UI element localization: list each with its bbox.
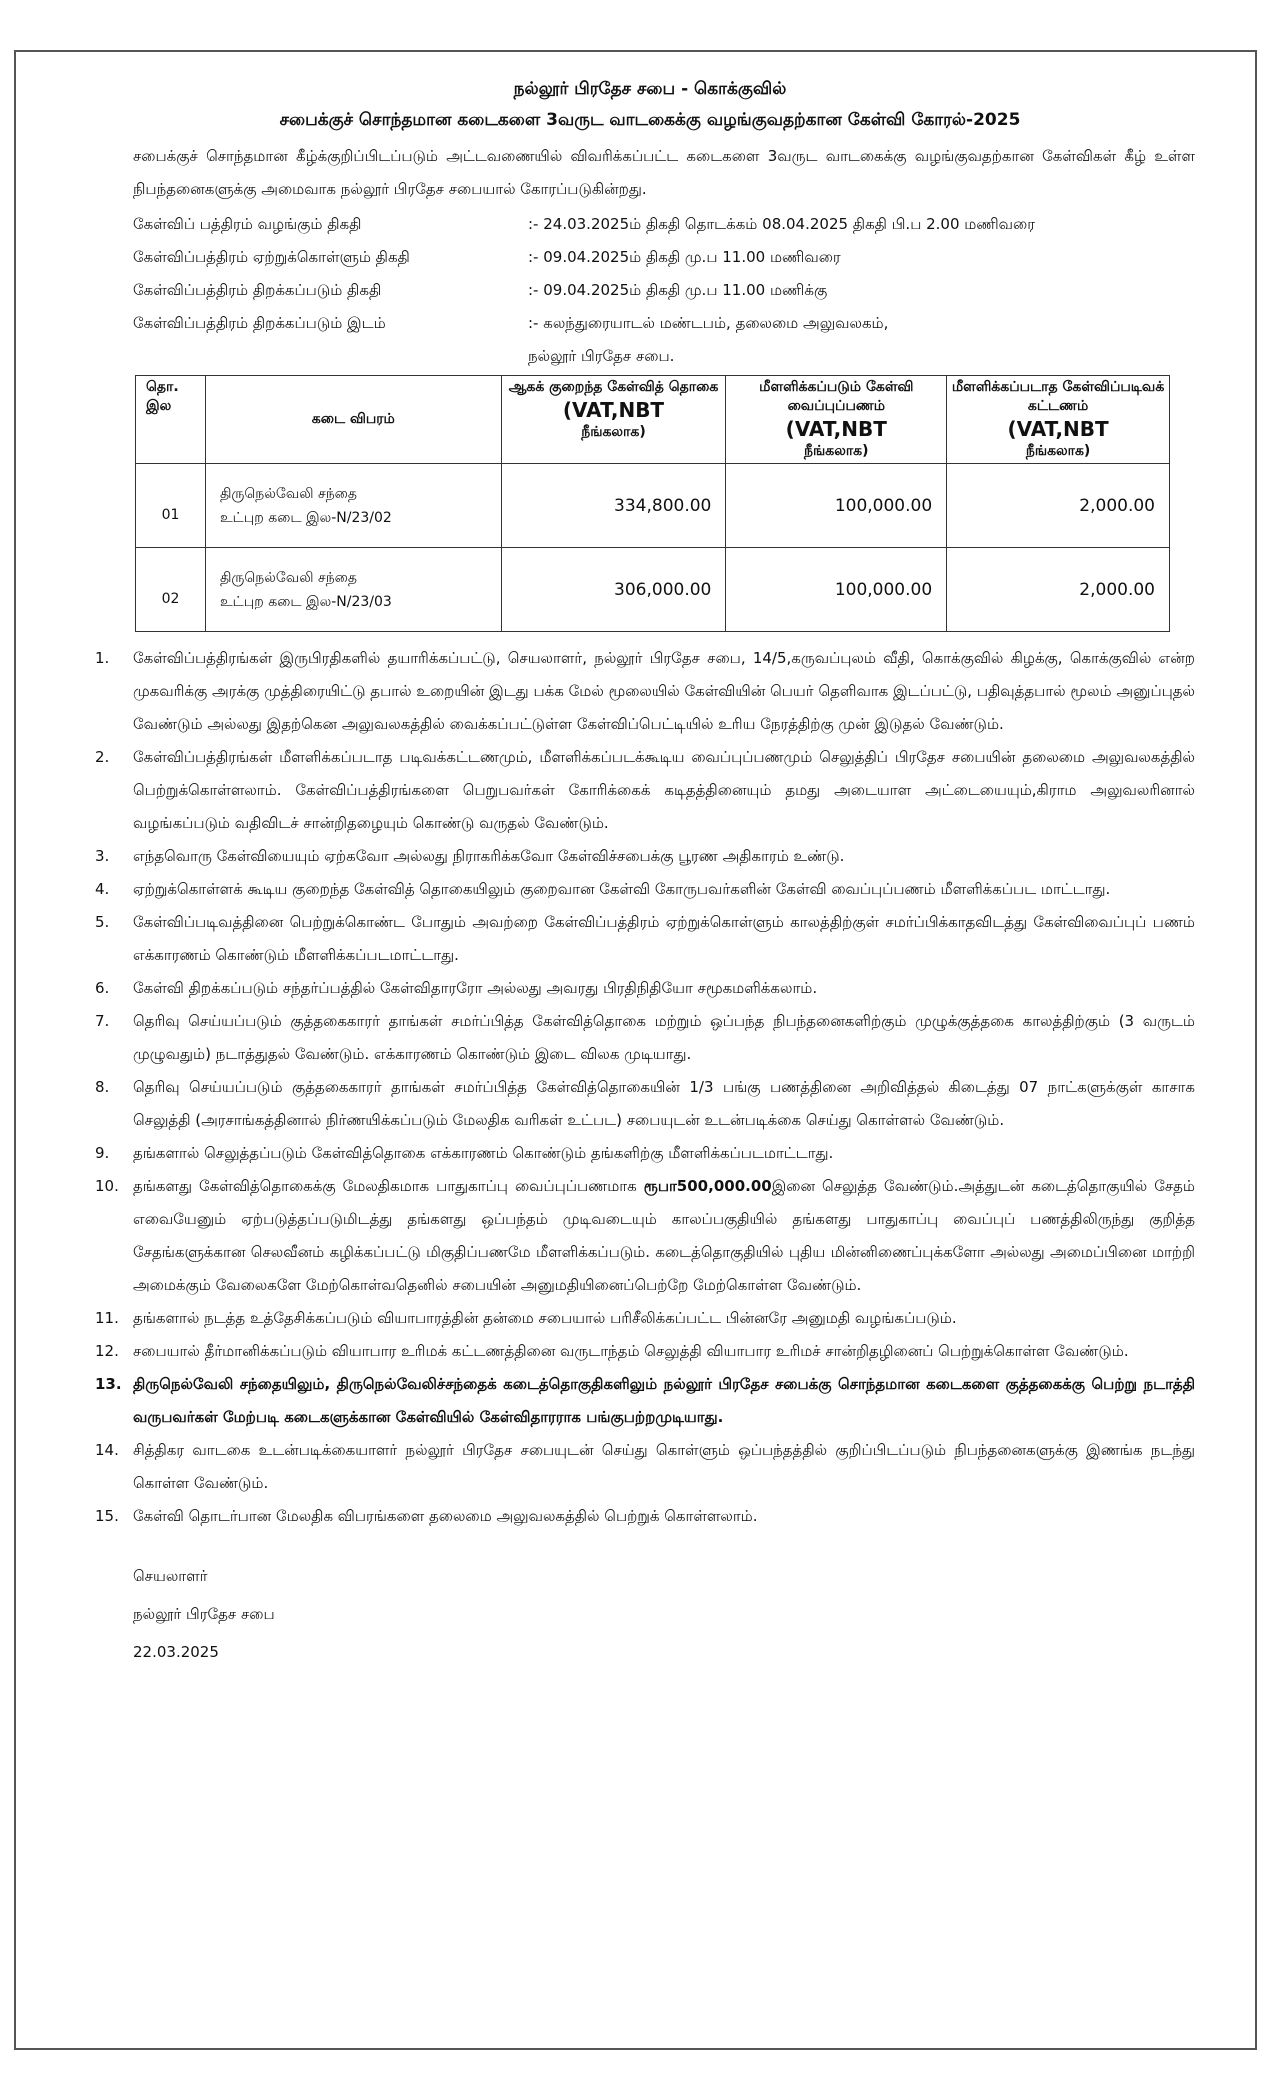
condition-number: 7.	[95, 1012, 110, 1030]
table-header-row	[136, 376, 1170, 464]
signatory-org: நல்லூர் பிரதேச சபை	[133, 1605, 275, 1623]
condition-number: 11.	[95, 1309, 119, 1327]
condition-number: 4.	[95, 880, 110, 898]
deposit-label: மீளளிக்கப்படும் கேள்வி வைப்புப்பணம்	[759, 379, 914, 414]
excl-note: நீங்கலாக)	[581, 424, 646, 440]
schedule-value: :- 09.04.2025ம் திகதி மு.ப 11.00 மணிவரை	[528, 248, 841, 266]
condition-text: தெரிவு செய்யப்படும் குத்தகைகாரர் தாங்கள் சமர்ப்பித்த கேள்வித்தொகையின் 1/3 பங்கு பணத்தினை அறிவித்தல் கிடைத்து 07 நாட்களுக்குள் காசாக செலுத்தி (அரசாங்கத்தினால் நிர்ணயிக்கப்படும் மேலதிக வரிகள் உட்பட) சபையுடன் உடன்படிக்கை செய்து கொள்ளல் வேண்டும்.	[133, 1078, 1195, 1129]
signatory-role: செயலாளர்	[133, 1567, 208, 1585]
min-bid-label: ஆகக் குறைந்த கேள்வித் தொகை	[508, 379, 719, 395]
condition-item	[95, 840, 1195, 873]
condition-item	[95, 906, 1195, 972]
condition-item	[95, 972, 1195, 1005]
condition-number: 8.	[95, 1078, 110, 1096]
condition-text: ஏற்றுக்கொள்ளக் கூடிய குறைந்த கேள்வித் தொகையிலும் குறைவான கேள்வி கோருபவர்களின் கேள்வி வைப்புப்பணம் மீளளிக்கப்பட மாட்டாது.	[133, 880, 1111, 898]
min-bid-amount: 306,000.00	[501, 548, 726, 632]
condition-number: 15.	[95, 1507, 119, 1525]
schedule-value: :- 24.03.2025ம் திகதி தொடக்கம் 08.04.2025 திகதி பி.ப 2.00 மணிவரை	[528, 215, 1035, 233]
condition-item	[95, 1302, 1195, 1335]
col-header-description: கடை விபரம்	[205, 376, 501, 464]
shop-number: உட்புற கடை இல-N/23/03	[219, 593, 392, 610]
shop-market: திருநெல்வேலி சந்தை	[219, 569, 358, 586]
table-row	[136, 464, 1170, 548]
condition-text: கேள்வி திறக்கப்படும் சந்தர்ப்பத்தில் கேள்விதாரரோ அல்லது அவரது பிரதிநிதியோ சமூகமளிக்கலாம்.	[133, 979, 818, 997]
condition-item	[95, 1434, 1195, 1500]
shop-market: திருநெல்வேலி சந்தை	[219, 485, 358, 502]
vat-note: (VAT,NBT	[562, 398, 665, 422]
condition-number: 5.	[95, 913, 110, 931]
min-bid-amount: 334,800.00	[501, 464, 726, 548]
condition-item	[95, 1368, 1195, 1434]
document-date: 22.03.2025	[133, 1643, 219, 1661]
deposit-amount: 100,000.00	[726, 548, 947, 632]
col-header-min-bid	[501, 376, 726, 464]
schedule-label: கேள்விப்பத்திரம் ஏற்றுக்கொள்ளும் திகதி	[133, 248, 410, 266]
fee-amount: 2,000.00	[947, 548, 1170, 632]
condition-text: கேள்விப்பத்திரங்கள் இருபிரதிகளில் தயாரிக்கப்பட்டு, செயலாளர், நல்லூர் பிரதேச சபை, 14/5,கருவப்புலம் வீதி, கொக்குவில் கிழக்கு, கொக்குவில் என்ற முகவரிக்கு அரக்கு முத்திரையிட்டு தபால் உறையின் இடது பக்க மேல் மூலையில் கேள்வியின் பெயர் தெளிவாக இடப்பட்டு, பதிவுத்தபால் மூலம் அனுப்புதல் வேண்டும் அல்லது இதற்கென அலுவலகத்தில் வைக்கப்பட்டுள்ள கேள்விப்பெட்டியில் உரிய நேரத்திற்கு முன் இடுதல் வேண்டும்.	[133, 649, 1195, 733]
schedule-value: :- கலந்துரையாடல் மண்டபம், தலைமை அலுவலகம்,	[528, 314, 889, 332]
vat-note: (VAT,NBT	[785, 417, 887, 441]
col-header-deposit	[726, 376, 947, 464]
schedule-label: கேள்விப்பத்திரம் திறக்கப்படும் திகதி	[133, 281, 382, 299]
fee-amount: 2,000.00	[947, 464, 1170, 548]
condition-number: 9.	[95, 1144, 110, 1162]
condition-item	[95, 642, 1195, 741]
condition-item	[95, 1005, 1195, 1071]
excl-note: நீங்கலாக)	[804, 443, 869, 459]
condition-text: கேள்விப்பத்திரங்கள் மீளளிக்கப்படாத படிவக்கட்டணமும், மீளளிக்கப்படக்கூடிய வைப்புப்பணமும் செலுத்திப் பிரதேச சபையின் தலைமை அலுவலகத்தில் பெற்றுக்கொள்ளலாம். கேள்விப்பத்திரங்களை பெறுபவர்கள் கோரிக்கைக் கடிதத்தினையும் தமது அடையாள அட்டையையும்,கிராம அலுவலரினால் வழங்கப்படும் வதிவிடச் சான்றிதழையும் கொண்டு வருதல் வேண்டும்.	[133, 748, 1195, 832]
condition-text	[133, 1170, 1195, 1302]
schedule-label: கேள்விப் பத்திரம் வழங்கும் திகதி	[133, 215, 362, 233]
shop-number: உட்புற கடை இல-N/23/02	[219, 509, 392, 526]
shop-description	[205, 548, 501, 632]
condition-item	[95, 873, 1195, 906]
condition-text: தங்களால் நடத்த உத்தேசிக்கப்படும் வியாபாரத்தின் தன்மை சபையால் பரிசீலிக்கப்பட்ட பின்னரே அனுமதி வழங்கப்படும்.	[133, 1309, 957, 1327]
deposit-amount: 100,000.00	[726, 464, 947, 548]
row-number: 02	[136, 548, 206, 632]
excl-note: நீங்கலாக)	[1025, 443, 1091, 459]
conditions-list	[95, 642, 1195, 1533]
fee-label: மீளளிக்கப்படாத கேள்விப்படிவக் கட்டணம்	[951, 379, 1165, 414]
document-body	[95, 74, 1195, 1671]
condition-item	[95, 1137, 1195, 1170]
shops-table	[135, 375, 1170, 632]
condition-text: எந்தவொரு கேள்வியையும் ஏற்கவோ அல்லது நிராகரிக்கவோ கேள்விச்சபைக்கு பூரண அதிகாரம் உண்டு.	[133, 847, 845, 865]
condition-text: கேள்விப்படிவத்தினை பெற்றுக்கொண்ட போதும் அவற்றை கேள்விப்பத்திரம் ஏற்றுக்கொள்ளும் காலத்திற்குள் சமர்ப்பிக்காதவிடத்து கேள்விவைப்புப் பணம் எக்காரணம் கொண்டும் மீளளிக்கப்படமாட்டாது.	[133, 913, 1195, 964]
condition-item	[95, 1071, 1195, 1137]
condition-number: 3.	[95, 847, 110, 865]
schedule-row	[133, 274, 1195, 307]
table-row	[136, 548, 1170, 632]
condition-number: 1.	[95, 649, 110, 667]
intro-paragraph: சபைக்குச் சொந்தமான கீழ்க்குறிப்பிடப்படும் அட்டவணையில் விவரிக்கப்பட்ட கடைகளை 3வருட வாடகைக்கு வழங்குவதற்கான கேள்விகள் கீழ் உள்ள நிபந்தனைகளுக்கு அமைவாக நல்லூர் பிரதேச சபையால் கோரப்படுகின்றது.	[133, 147, 1195, 198]
condition-text: கேள்வி தொடர்பான மேலதிக விபரங்களை தலைமை அலுவலகத்தில் பெற்றுக் கொள்ளலாம்.	[133, 1507, 758, 1525]
condition-text: தங்களால் செலுத்தப்படும் கேள்வித்தொகை எக்காரணம் கொண்டும் தங்களிற்கு மீளளிக்கப்படமாட்டாது.	[133, 1144, 834, 1162]
signature-block	[133, 1557, 1195, 1671]
schedule-row	[133, 208, 1195, 241]
condition-number: 14.	[95, 1441, 119, 1459]
schedule-row	[133, 307, 1195, 340]
condition-item	[95, 1335, 1195, 1368]
condition-text: திருநெல்வேலி சந்தையிலும், திருநெல்வேலிச்சந்தைக் கடைத்தொகுதிகளிலும் நல்லூர் பிரதேச சபைக்கு சொந்தமான கடைகளை குத்தகைக்கு பெற்று நடாத்தி வருபவர்கள் மேற்படி கடைகளுக்கான கேள்வியில் கேள்விதாரராக பங்குபற்றமுடியாது.	[133, 1375, 1195, 1426]
condition-item	[95, 1170, 1195, 1302]
condition-text-part: தங்களது கேள்வித்தொகைக்கு மேலதிகமாக பாதுகாப்பு வைப்புப்பணமாக	[133, 1177, 644, 1195]
vat-note: (VAT,NBT	[1007, 417, 1109, 441]
security-deposit-amount: ரூபா500,000.00	[643, 1177, 772, 1195]
condition-number: 12.	[95, 1342, 119, 1360]
schedule-value: :- 09.04.2025ம் திகதி மு.ப 11.00 மணிக்கு	[528, 281, 828, 299]
condition-number: 6.	[95, 979, 110, 997]
page-title: நல்லூர் பிரதேச சபை - கொக்குவில்	[513, 79, 787, 99]
col-header-fee	[947, 376, 1170, 464]
condition-item	[95, 1500, 1195, 1533]
condition-text: சபையால் தீர்மானிக்கப்படும் வியாபார உரிமக் கட்டணத்தினை வருடாந்தம் செலுத்தி வியாபார உரிமச் சான்றிதழினைப் பெற்றுக்கொள்ள வேண்டும்.	[133, 1342, 1129, 1360]
schedule-label: கேள்விப்பத்திரம் திறக்கப்படும் இடம்	[133, 314, 386, 332]
col-header-no: தொ. இல	[136, 376, 206, 464]
condition-number: 10.	[95, 1177, 119, 1195]
condition-item	[95, 741, 1195, 840]
page-subtitle: சபைக்குச் சொந்தமான கடைகளை 3வருட வாடகைக்கு வழங்குவதற்கான கேள்வி கோரல்-2025	[279, 110, 1021, 130]
schedule-row	[133, 241, 1195, 274]
row-number: 01	[136, 464, 206, 548]
condition-number: 13.	[95, 1375, 122, 1393]
condition-text: தெரிவு செய்யப்படும் குத்தகைகாரர் தாங்கள் சமர்ப்பித்த கேள்வித்தொகை மற்றும் ஒப்பந்த நிபந்தனைகளிற்கும் முழுக்குத்தகை காலத்திற்கும் (3 வருடம் முழுவதும்) நடாத்துதல் வேண்டும். எக்காரணம் கொண்டும் இடை விலக முடியாது.	[133, 1012, 1195, 1063]
shop-description	[205, 464, 501, 548]
condition-text: சித்திகர வாடகை உடன்படிக்கையாளர் நல்லூர் பிரதேச சபையுடன் செய்து கொள்ளும் ஒப்பந்தத்தில் குறிப்பிடப்படும் நிபந்தனைகளுக்கு இணங்க நடந்து கொள்ள வேண்டும்.	[133, 1441, 1195, 1492]
condition-text-part: இனை செலுத்த வேண்டும்.அத்துடன் கடைத்தொகுயில் சேதம் எவையேனும் ஏற்படுத்தப்படுமிடத்து தங்களது ஒப்பந்தம் முடிவடையும் காலப்பகுதியில் தங்களது பாதுகாப்பு வைப்புப் பணத்திலிருந்து குறித்த சேதங்களுக்கான செலவீனம் கழிக்கப்பட்டு மிகுதிப்பணமே மீளளிக்கப்படும். கடைத்தொகுதியில் புதிய மின்னிணைப்புக்களோ அல்லது அமைப்பினை மாற்றி அமைக்கும் வேலைகளே மேற்கொள்வதெனில் சபையின் அனுமதியினைப்பெற்றே மேற்கொள்ள வேண்டும்.	[133, 1177, 1195, 1294]
condition-number: 2.	[95, 748, 110, 766]
schedule-value-continued: நல்லூர் பிரதேச சபை.	[528, 347, 675, 365]
